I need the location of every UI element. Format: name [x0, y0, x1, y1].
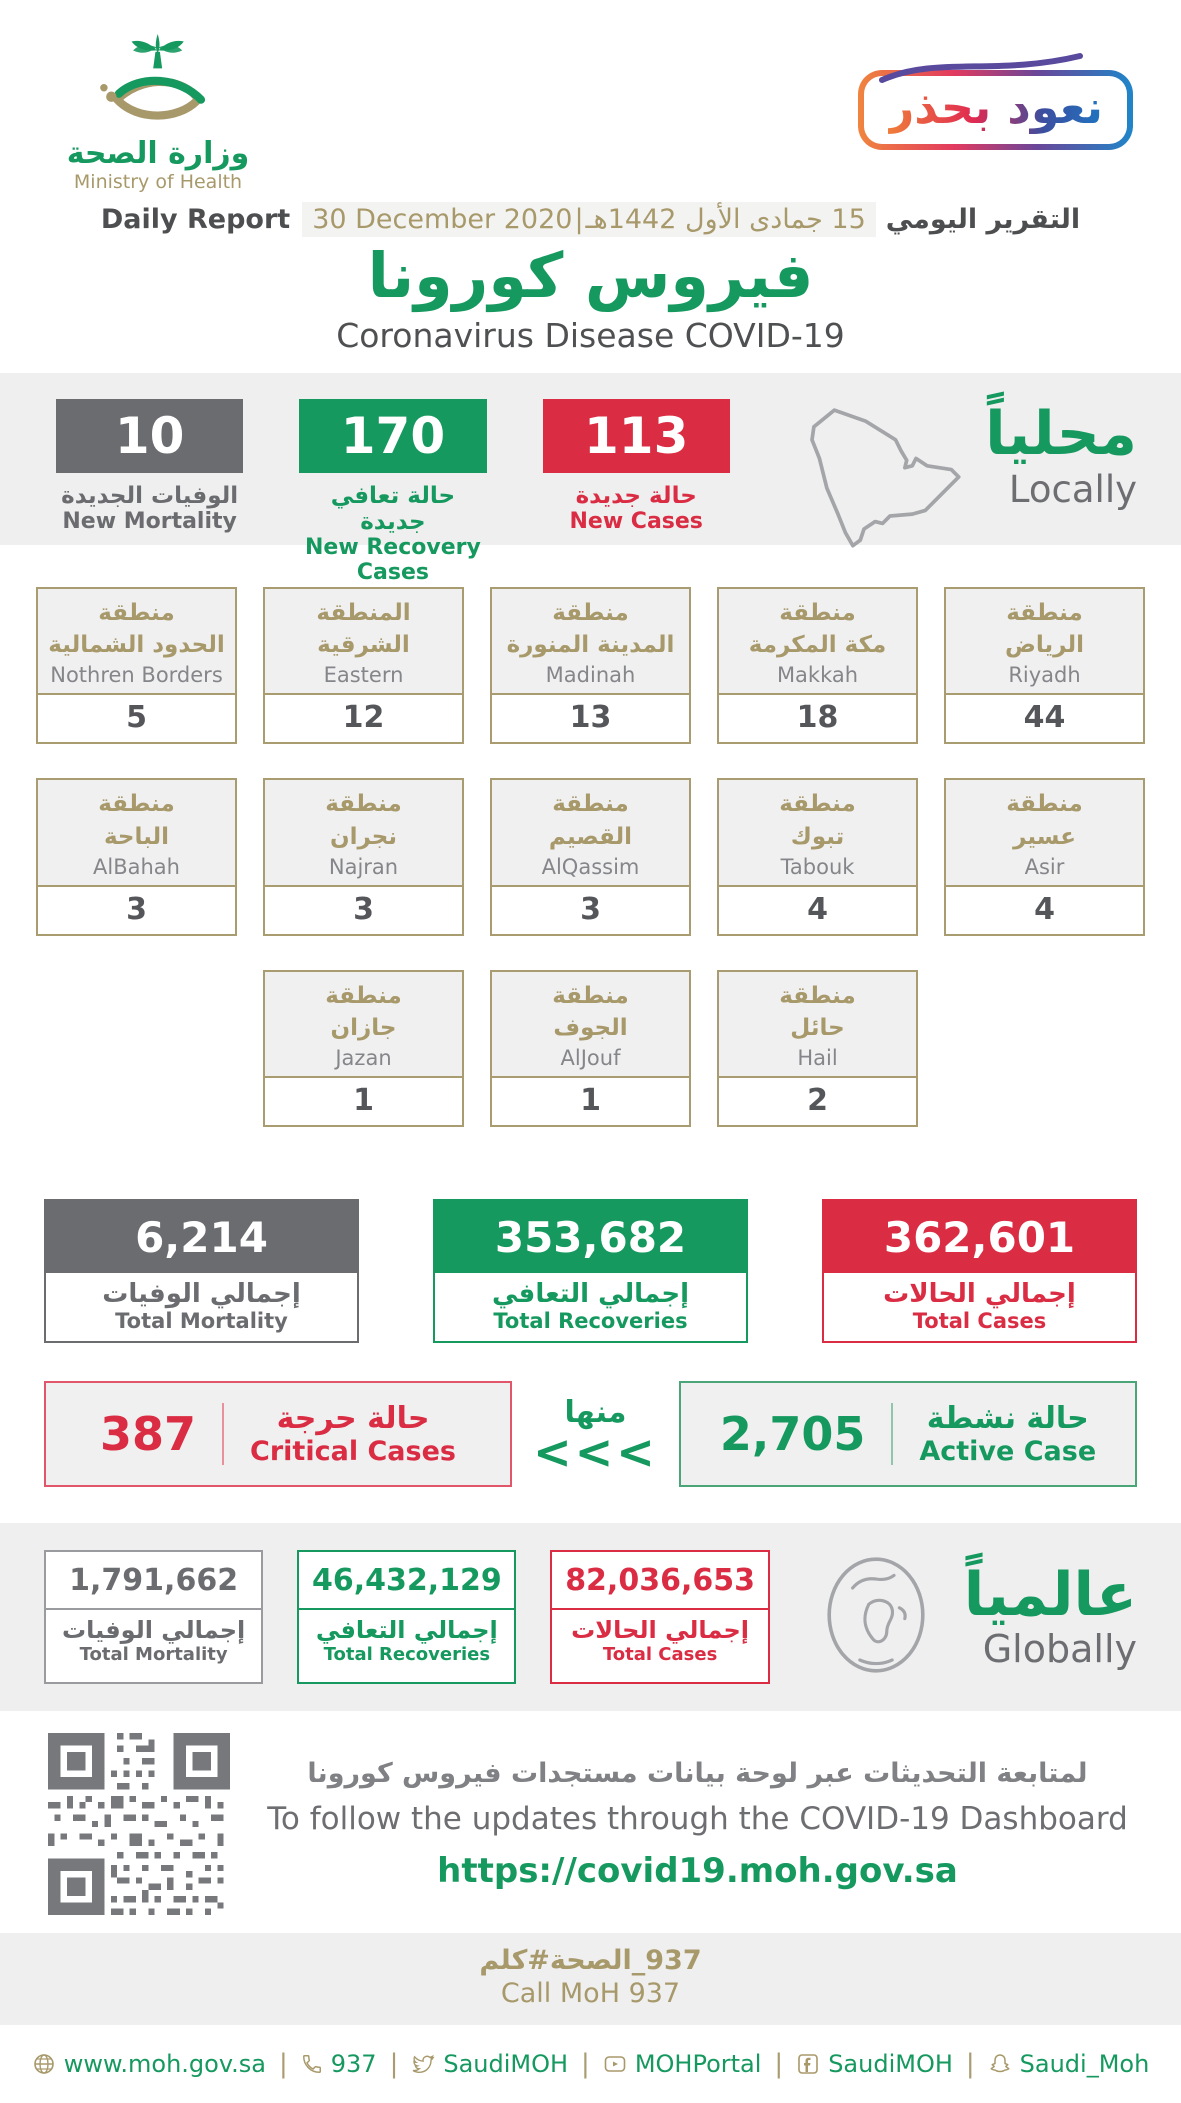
snapchat-icon: [988, 2052, 1012, 2076]
region-value: 3: [126, 891, 147, 927]
youtube-icon: [603, 2052, 627, 2076]
region-name-en: Hail: [797, 1046, 838, 1071]
region-value: 1: [353, 1083, 374, 1119]
region-card-jazan: [263, 970, 464, 1127]
report-date: [302, 202, 876, 237]
region-name-en: Makkah: [776, 663, 859, 688]
region-value: 13: [569, 700, 612, 736]
region-value: 2: [807, 1083, 828, 1119]
region-name-ar2: الحدود الشمالية: [48, 632, 225, 659]
global-cases-card: [550, 1550, 769, 1684]
phone-icon: [301, 2053, 323, 2075]
total-mortality-label-en: Total Mortality: [115, 1309, 288, 1334]
footer-youtube-label: MOHPortal: [634, 2050, 762, 2079]
facebook-icon: [796, 2052, 820, 2076]
global-recoveries-label-en: Total Recoveries: [323, 1644, 491, 1666]
footer-facebook[interactable]: [796, 2050, 953, 2078]
region-name-ar: منطقة: [779, 600, 856, 626]
page-title-english: Coronavirus Disease COVID-19: [336, 316, 845, 355]
daily-report-label-en: Daily Report: [100, 204, 291, 235]
region-name-ar2: مكة المكرمة: [748, 632, 887, 659]
total-mortality-value: 6,214: [46, 1201, 357, 1273]
total-recoveries-value: 353,682: [435, 1201, 746, 1273]
critical-cases-label-ar: حالة حرجة: [276, 1401, 430, 1437]
logo-name-arabic: وزارة الصحة: [66, 136, 250, 171]
global-recoveries-label-ar: إجمالي التعافي: [315, 1616, 498, 1645]
region-name-ar2: تبوك: [790, 823, 845, 850]
region-value: 12: [342, 700, 385, 736]
moh-logo: [58, 28, 258, 193]
region-name-ar: منطقة: [552, 982, 629, 1009]
date-gregorian: 30 December 2020: [312, 204, 573, 235]
globe-icon: [32, 2052, 56, 2076]
footer-separator: |: [581, 2049, 590, 2080]
region-name-ar: منطقة: [98, 600, 175, 626]
header: [0, 0, 1181, 192]
global-cases-label-en: Total Cases: [602, 1644, 718, 1666]
global-mortality-label-ar: إجمالي الوفيات: [62, 1616, 246, 1645]
dashboard-line-ar: لمتابعة التحديثات عبر لوحة بيانات مستجدات فيروس كورونا: [307, 1757, 1088, 1789]
call-moh-hashtag: [0, 1945, 1181, 1976]
region-value: 5: [126, 700, 147, 736]
region-card-makkah: [717, 587, 918, 744]
new-recovery-stat: [299, 399, 486, 585]
active-cases-card: [679, 1381, 1137, 1487]
dashboard-line-en: To follow the updates through the COVID-19 Dashboard: [267, 1800, 1128, 1837]
region-name-en: Riyadh: [1008, 663, 1081, 688]
total-cases-label-en: Total Cases: [912, 1309, 1047, 1334]
region-name-en: AlBahah: [93, 854, 180, 879]
critical-cases-value: 387: [100, 1407, 197, 1462]
call-moh-english: Call MoH 937: [500, 1978, 681, 2010]
region-card-asir: [944, 778, 1145, 935]
region-name-ar2: القصيم: [548, 823, 633, 850]
call-word: كلم: [479, 1945, 528, 1977]
date-separator: |: [574, 204, 584, 235]
region-name-ar: المنطقة: [316, 600, 411, 626]
dashboard-section: [0, 1711, 1181, 1929]
active-cases-label-en: Active Case: [919, 1436, 1097, 1468]
call-hashtag-word: الصحة: [549, 1945, 632, 1977]
region-name-ar: منطقة: [325, 982, 402, 1009]
globally-heading: [963, 1559, 1137, 1671]
region-value: 4: [1034, 891, 1055, 927]
date-line: [0, 202, 1181, 237]
global-recoveries-value: 46,432,129: [299, 1552, 514, 1610]
critical-cases-label-en: Critical Cases: [250, 1436, 456, 1468]
regions-section: [0, 545, 1181, 1127]
regions-row-3: [36, 970, 1145, 1127]
region-card-albahah: [36, 778, 237, 935]
region-name-ar2: المدينة المنورة: [506, 632, 675, 659]
global-recoveries-card: [297, 1550, 516, 1684]
new-recovery-label-ar: حالة تعافي جديدة: [330, 483, 456, 535]
global-cases-label-ar: إجمالي الحالات: [571, 1616, 749, 1645]
regions-row-1: [36, 587, 1145, 744]
new-mortality-stat: [56, 399, 243, 534]
region-value: 18: [796, 700, 839, 736]
footer-twitter[interactable]: [411, 2050, 568, 2078]
footer-contact-bar: [0, 2025, 1181, 2103]
dashboard-text: [254, 1758, 1141, 1891]
region-card-alqassim: [490, 778, 691, 935]
locally-section: [0, 373, 1181, 585]
global-mortality-label-en: Total Mortality: [79, 1644, 228, 1666]
footer-website-label: www.moh.gov.sa: [63, 2050, 266, 2079]
badge-label: نعود بحذر: [887, 80, 1103, 134]
of-which-label: منها: [564, 1394, 627, 1430]
date-hijri: 15 جمادى الأول 1442هـ: [585, 204, 866, 235]
badge-swoosh-icon: [876, 50, 1086, 84]
footer-separator: |: [389, 2049, 399, 2080]
region-card-aljouf: [490, 970, 691, 1127]
footer-facebook-label: SaudiMOH: [828, 2050, 953, 2079]
region-name-en: Eastern: [323, 663, 404, 688]
locally-heading: [985, 399, 1137, 511]
globally-section: [0, 1523, 1181, 1711]
footer-separator: |: [279, 2049, 288, 2080]
status-section: [0, 1343, 1181, 1487]
totals-section: [0, 1161, 1181, 1343]
region-card-tabouk: [717, 778, 918, 935]
twitter-icon: [411, 2052, 435, 2076]
region-name-ar2: الشرقية: [317, 632, 410, 659]
footer-separator: |: [774, 2049, 784, 2080]
footer-website[interactable]: [32, 2050, 266, 2078]
region-value: 4: [807, 891, 828, 927]
region-name-en: Madinah: [545, 663, 636, 688]
globally-heading-ar: عالمياً: [963, 1559, 1137, 1630]
new-mortality-label-en: New Mortality: [62, 509, 237, 534]
chevrons-left-icon: <<<: [533, 1424, 658, 1479]
region-name-en: Asir: [1024, 854, 1065, 879]
region-value: 3: [580, 891, 601, 927]
region-name-ar: منطقة: [1006, 791, 1083, 818]
moh-logo-icon: [83, 28, 232, 140]
region-value: 3: [353, 891, 374, 927]
region-name-en: Nothren Borders: [50, 663, 223, 688]
of-which-indicator: [512, 1394, 679, 1479]
footer-twitter-label: SaudiMOH: [443, 2050, 569, 2079]
footer-snapchat[interactable]: [988, 2050, 1150, 2078]
total-recoveries-card: [433, 1199, 748, 1343]
region-name-ar: منطقة: [552, 791, 629, 818]
region-name-ar: منطقة: [98, 791, 175, 818]
new-cases-label-ar: حالة جديدة: [575, 483, 697, 509]
region-name-ar: منطقة: [1006, 600, 1083, 626]
region-card-hail: [717, 970, 918, 1127]
new-mortality-value: 10: [56, 399, 243, 473]
total-cases-value: 362,601: [824, 1201, 1135, 1273]
region-card-madinah: [490, 587, 691, 744]
region-card-eastern: [263, 587, 464, 744]
total-recoveries-label-ar: إجمالي التعافي: [491, 1279, 690, 1310]
dashboard-url-link[interactable]: https://covid19.moh.gov.sa: [437, 1850, 958, 1891]
new-cases-label-en: New Cases: [569, 509, 703, 534]
region-name-ar: منطقة: [779, 791, 856, 818]
footer-separator: |: [965, 2049, 975, 2080]
region-name-ar: منطقة: [779, 982, 856, 1009]
globe-icon: [822, 1552, 930, 1682]
divider: [222, 1403, 224, 1465]
return-with-caution-badge: [858, 70, 1133, 150]
region-name-ar: منطقة: [325, 791, 402, 818]
total-cases-card: [822, 1199, 1137, 1343]
region-name-ar2: حائل: [790, 1014, 845, 1041]
footer-snapchat-label: Saudi_Moh: [1019, 2050, 1150, 2079]
new-recovery-value: 170: [299, 399, 486, 473]
region-name-ar: منطقة: [552, 600, 629, 626]
region-name-en: Tabouk: [780, 854, 855, 879]
region-card-najran: [263, 778, 464, 935]
new-cases-value: 113: [543, 399, 730, 473]
page-title-arabic: فيروس كورونا: [367, 239, 814, 312]
globally-heading-en: Globally: [982, 1626, 1137, 1671]
region-value: 1: [580, 1083, 601, 1119]
region-name-en: AlJouf: [560, 1046, 621, 1071]
saudi-arabia-map: [786, 399, 985, 561]
region-name-ar2: الجوف: [553, 1014, 628, 1041]
region-name-en: Najran: [328, 854, 399, 879]
total-cases-label-ar: إجمالي الحالات: [883, 1279, 1076, 1310]
total-mortality-label-ar: إجمالي الوفيات: [102, 1279, 301, 1310]
call-number: _937: [631, 1945, 702, 1977]
global-mortality-value: 1,791,662: [46, 1552, 261, 1610]
region-card-northern-borders: [36, 587, 237, 744]
new-recovery-label-en: New Recovery Cases: [305, 535, 481, 585]
total-mortality-card: [44, 1199, 359, 1343]
total-recoveries-label-en: Total Recoveries: [493, 1309, 688, 1334]
region-name-ar2: عسير: [1013, 823, 1076, 850]
active-cases-label-ar: حالة نشطة: [926, 1401, 1089, 1437]
logo-name-english: Ministry of Health: [73, 171, 243, 193]
region-value: 44: [1023, 700, 1066, 736]
locally-heading-ar: محلياً: [985, 399, 1137, 469]
region-name-ar2: الرياض: [1004, 632, 1085, 659]
new-cases-stat: [543, 399, 730, 534]
footer-phone[interactable]: [301, 2050, 377, 2078]
global-cases-value: 82,036,653: [552, 1552, 767, 1610]
regions-row-2: [36, 778, 1145, 935]
new-mortality-label-ar: الوفيات الجديدة: [61, 483, 239, 509]
region-name-en: Jazan: [335, 1046, 392, 1071]
hashtag-symbol: #: [527, 1945, 550, 1977]
footer-youtube[interactable]: [603, 2050, 762, 2078]
locally-heading-en: Locally: [1008, 468, 1137, 511]
region-name-ar2: نجران: [329, 823, 398, 850]
daily-report-label-ar: التقرير اليومي: [885, 204, 1081, 235]
region-name-en: AlQassim: [541, 854, 640, 879]
footer-phone-label: 937: [330, 2050, 377, 2079]
region-name-ar2: الباحة: [103, 823, 170, 850]
region-name-ar2: جازان: [330, 1014, 397, 1041]
call-moh-section: [0, 1933, 1181, 2025]
critical-cases-card: [44, 1381, 512, 1487]
region-card-riyadh: [944, 587, 1145, 744]
active-cases-value: 2,705: [719, 1407, 866, 1462]
global-mortality-card: [44, 1550, 263, 1684]
qr-code: [48, 1733, 230, 1915]
divider: [891, 1403, 893, 1465]
